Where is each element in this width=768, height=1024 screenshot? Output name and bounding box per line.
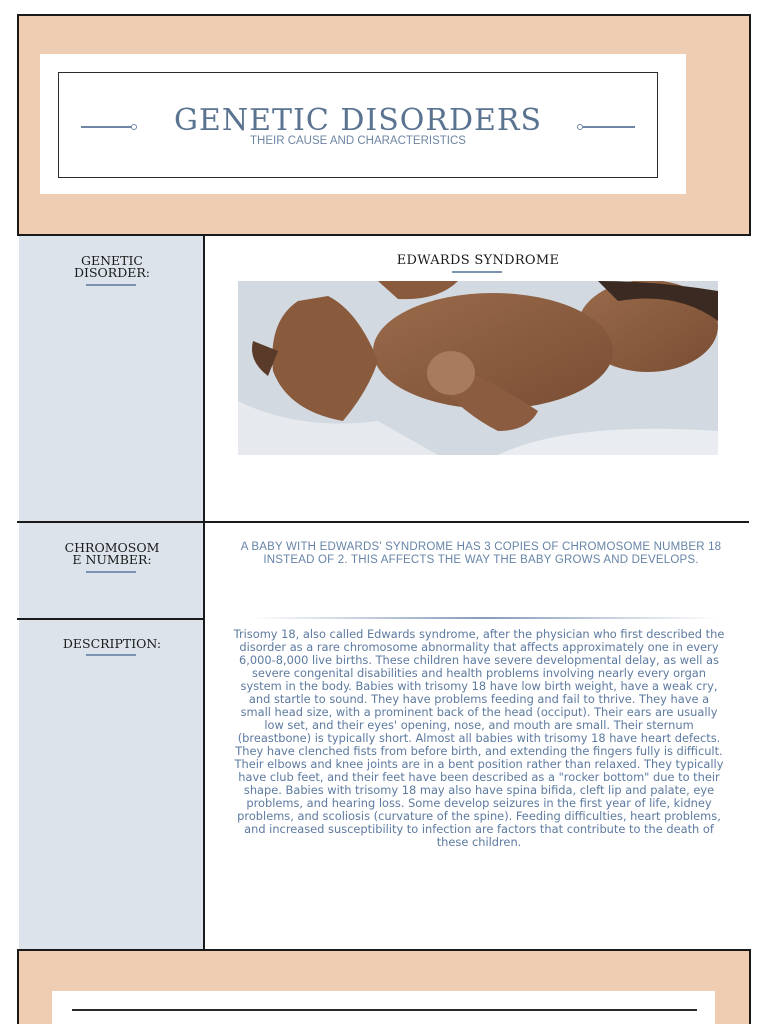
- footer-line: [72, 1009, 697, 1011]
- disorder-name-heading: EDWARDS SYNDROME: [396, 253, 560, 268]
- baby-photo: [238, 281, 718, 455]
- heading-underline: [452, 271, 502, 273]
- footer-card: [52, 991, 715, 1024]
- right-ornament-icon: [577, 124, 635, 130]
- chromosome-number-label: CHROMOSOM E NUMBER:: [64, 540, 160, 567]
- label-underline: [86, 571, 136, 573]
- section-divider: [250, 617, 720, 619]
- chromosome-number-text: A BABY WITH EDWARDS' SYNDROME HAS 3 COPIES OF CHROMOSOME NUMBER 18 INSTEAD OF 2. THIS AFFECTS THE WAY THE BABY GROWS AND DEVELOPS.: [240, 541, 722, 566]
- row-divider: [17, 618, 205, 620]
- baby-photo-illustration: [238, 281, 718, 455]
- label-column: [19, 236, 205, 949]
- page-title: GENETIC DISORDERS: [173, 103, 543, 138]
- page-subtitle: THEIR CAUSE AND CHARACTERISTICS: [250, 135, 466, 147]
- header-title-box: [58, 72, 658, 178]
- label-underline: [86, 284, 136, 286]
- description-label: DESCRIPTION:: [62, 636, 162, 651]
- label-underline: [86, 654, 136, 656]
- genetic-disorder-label: GENETIC DISORDER:: [74, 253, 150, 280]
- description-text: Trisomy 18, also called Edwards syndrome, after the physician who first described the disorder as a rare chromosome abnormality that affects approximately one in every 6,000-8,000 live births. These children have severe developmental delay, as well as severe congenital disabilities and health problems involving nearly every organ system in the body. Babies with trisomy 18 have low birth weight, have a weak cry, and startle to sound. They have problems feeding and fail to thrive. They have a small head size, with a prominent back of the head (occiput). Their ears are usually low set, and their eyes' opening, nose, and mouth are small. Their sternum (breastbone) is typically short. Almost all babies with trisomy 18 have heart defects. They have clenched fists from before birth, and extending the fingers fully is difficult. Their elbows and knee joints are in a bent position rather than relaxed. They typically have club feet, and their feet have been described as a "rocker bottom" due to their shape. Babies with trisomy 18 may also have spina bifida, cleft lip and palate, eye problems, and hearing loss. Some develop seizures in the first year of life, kidney problems, and scoliosis (curvature of the spine). Feeding difficulties, heart problems, and increased susceptibility to infection are factors that contribute to the death of these children.: [233, 627, 725, 849]
- row-divider: [17, 521, 749, 523]
